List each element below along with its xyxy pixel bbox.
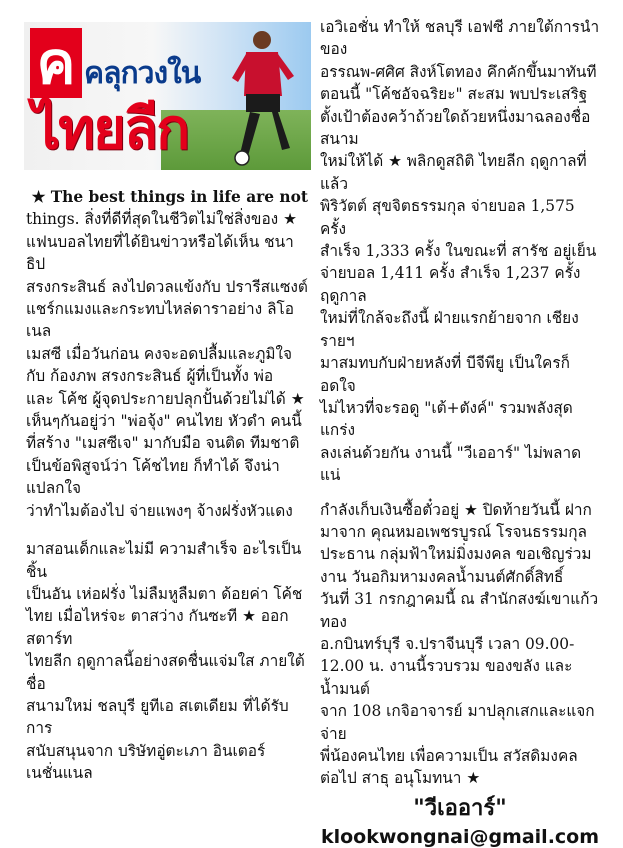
text-line: งาน วันอกิมหามงคลน้ำมนต์ศักดิ์สิทธิ์ [320,567,564,586]
text-line: things. สิ่งที่ดีที่สุดในชีวิตไม่ใช่สิ่งของ ★ [26,210,297,229]
text-line: ไทย เมื่อไหร่จะ ตาสว่าง กันซะที ★ ออกสตาร์ท [26,607,289,648]
text-line: พี่น้องคนไทย เพื่อความเป็น สวัสดิมงคล [320,747,578,765]
text-line: ใหม่ที่ใกล้จะถึงนี้ ฝ่ายแรกย้ายจาก เชียงรายฯ [320,309,579,350]
text-line: ประธาน กลุ่มฟ้าใหม่มิ่งมงคล ขอเชิญร่วม [320,545,592,564]
right-column [320,16,600,848]
text-line: 12.00 น. งานนี้รวบรวม ของขลัง และ น้ำมนต์ [320,657,573,698]
text-line: ไทยลีก ฤดูกาลนี้อย่างสดชื่นแจ่มใส ภายใต้ชื่อ [26,652,305,693]
text-line: มาสมทบกับฝ่ายหลังที่ บีจีพียู เป็นใครก็อดใจ [320,354,570,395]
text-line: มาจาก คุณหมอเพชรบูรณ์ โรจนธรรมกุล [320,522,587,541]
text-line: จาก 108 เกจิอาจารย์ มาปลุกเสกและแจกจ่าย [320,702,595,743]
text-line: วันที่ 31 กรกฎาคมนี้ ณ สำนักสงฆ์เขาแก้วทอง [320,590,599,631]
masthead-title-top: คลุกวงใน [84,56,201,91]
text-line: เป็นอัน เห่อฝรั่ง ไม่ลืมหูลืมตา ด้อยค่า โค้ช [26,584,303,603]
text-line: สนับสนุนจาก บริษัทอู่ตะเภา อินเตอร์เนชั่นแนล [26,741,266,783]
text-line: ว่าทำไมต้องไป จ่ายแพงๆ จ้างฝรั่งหัวแดง [26,501,293,520]
text-line: สำเร็จ 1,333 ครั้ง ในขณะที่ สารัช อยู่เย็น [320,242,597,261]
text-line: อ.กบินทร์บุรี จ.ปราจีนบุรี เวลา 09.00- [320,634,575,653]
masthead-red-letter: ค [30,28,82,98]
text-line: แชร์กแมงและกระทบไหล่ดาราอย่าง ลิโอเนล [26,300,295,341]
text-line: พิริวัตต์ สุขจิตธรรมกุล จ่ายบอล 1,575 ครั้ง [320,197,575,238]
text-line: สรงกระสินธ์ ลงไปดวลแข้งกับ ปรารีสแซงต์ [26,277,308,296]
text-line: สนามใหม่ ชลบุรี ยูทีเอ สเตเดียม ที่ได้รับการ [26,696,289,738]
text-line: ลงเล่นด้วยกัน งานนี้ "วีเออาร์" ไม่พลาดแน่ [320,443,582,485]
left-paragraph-1 [26,186,308,522]
left-paragraph-2 [26,538,308,784]
text-line: ★ The best things in life are not [31,188,308,206]
column-masthead [24,22,311,170]
text-line: มาสอนเด็กและไม่มี ความสำเร็จ อะไรเป็นชิ้น [26,540,302,581]
contact-email: klookwongnai@gmail.com [320,825,600,848]
text-line: และ โค้ช ผู้จุดประกายปลุกปั้นด้วยไม่ได้ ★ [26,389,305,408]
text-line: แฟนบอลไทยที่ได้ยินข่าวหรือได้เห็น ชนาธิป [26,232,294,274]
text-line: อรรณพ-ศศิศ สิงห์โตทอง คึกคักขึ้นมาทันที [320,62,597,81]
text-line: ต่อไป สาธุ อนุโมทนา ★ [320,769,481,788]
text-line: ไม่ไหวที่จะรอดู "เต้+ตังค์" รวมพลังสุดแกร่ง [320,398,573,440]
masthead-title-main: ไทยลีก [32,97,189,162]
text-line: เอวิเอชั่น ทำให้ ชลบุรี เอฟซี ภายใต้การนำของ [320,18,600,59]
football-player-photo [216,26,296,166]
right-paragraph-2 [320,499,600,790]
text-line: เมสซี เมื่อวันก่อน คงจะอดปลื้มและภูมิใจ [26,344,293,363]
text-line: ตอนนี้ "โค้ชอัจฉริยะ" สะสม พบประเสริฐ [320,85,588,104]
text-line: จ่ายบอล 1,411 ครั้ง สำเร็จ 1,237 ครั้ง ฤดูกาล [320,264,581,305]
author-signature: "วีเออาร์" [413,794,507,821]
text-line: ตั้งเป้าต้องคว้าถ้วยใดถ้วยหนึ่งมาฉลองชื่อสนาม [320,107,591,149]
text-line: เห็นๆกันอยู่ว่า "พ่อจุ้ง" คนไทย หัวดำ คนนี้ [26,412,302,431]
text-line: ที่สร้าง "เมสซีเจ" มากับมือ จนติด ทีมชาติ [26,434,300,453]
text-line: ใหม่ให้ได้ ★ พลิกดูสถิติ ไทยลีก ฤดูกาลที่แล้ว [320,152,587,193]
text-line: กับ ก้องภพ สรงกระสินธ์ ผู้ที่เป็นทั้ง พ่อ [26,367,274,386]
text-line: เป็นข้อพิสูจน์ว่า โค้ชไทย ก็ทำได้ จึงน่าแปลกใจ [26,456,280,498]
right-paragraph-1 [320,16,600,487]
left-column [26,186,308,785]
text-line: กำลังเก็บเงินซื้อตั๋วอยู่ ★ ปิดท้ายวันนี้ ฝาก [320,500,592,519]
